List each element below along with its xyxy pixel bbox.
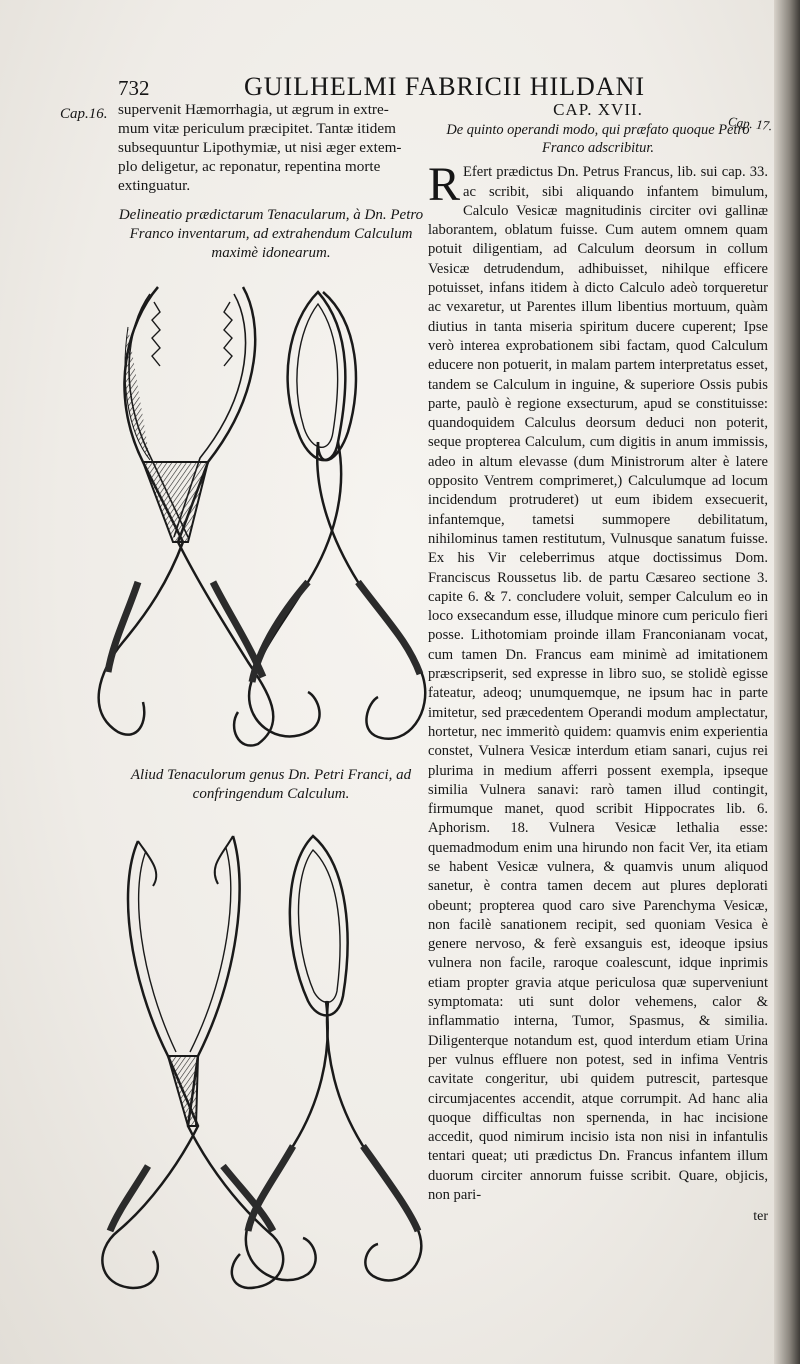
figure-caption-top: Delineatio prædictarum Tenacularum, à Dn. Petro Franco inventarum, ad extrahendum Calculum maximè idonearum. [118,207,424,261]
body-text: Efert prædictus Dn. Petrus Francus, lib. sui cap. 33. ac scribit, sibi aliquando infantem bimulum, Calculo Vesicæ magnitudinis circiter ovi gallinæ laborantem, oblatum fuisse. Cum autem omnem quam potuit diligentiam, ad Calculum deorsum in collum Vesicæ detrudendum, adhibuisset, nihilque efficere potuisset, infans itidem à dicto Calculo adeò torqueretur ac vexaretur, ut Parentes illum libentius mortuum, quàm diutius in tanta miseria spiritum ducere cuperent; Ipse verò interea exprobationem sibi factam, quod Calculum educere non potuerit, in malam partem interpretatus esset, tandem se Calculum in inguine, & superiore Ossis pubis parte, paulò è regione exsecturum, apud se constituisse: quandoquidem Calculus deorsum deduci non poterit, seque propterea Calculum, cum digitis in anum immissis, adeo in altum elevasse (dum Ministrorum alter è latere opposito Ventrem comprimeret,) Calculumque ad locum incidendum protruderet) ut eum ibidem exsecuerit, infantemque, tametsi summopere debilitatum, nihilominus tamen restitutum, Vulnusque sanatum fuisse. Ex his Vir celeberrimus atque doctissimus Dom. Franciscus Roussetus lib. de partu Cæsareo sectione 3. capite 6. & 7. concludere voluit, semper Calculum eo in loco exsecandum esse, illudque minore cum periculo fieri posse. Lithotomiam proinde illam Franconianam vocat, cum tamen Dn. Francus eam minimè ad imitationem præscripserit, sed expresse in libro suo, se stolidè egisse fateatur, adeoq; unumquemque, ne ipsum hac in parte imitetur, sed præcedentem Operandi modum amplectatur, hortetur, nec immeritò quidem: quamvis enim experientia constet, Vulnera Vesicæ interdum etiam sanari, cujus rei plurima in medium afferri possent exempla, ipseque similia Vulnera sanavi: rarò tamen illud contingit, firmumque manet, quod scribit Hippocrates lib. 6. Aphorism. 18. Vulnera Vesicæ lethalia esse: quemadmodum enim una hirundo non facit Ver, ita etiam se habent Vesicæ vulnera, & quamvis unum aliquod sanetur, è contra tamen decem aut plures deplorati obeunt; propterea quod caro sive Parenchyma Vesicæ, non facilè sanationem recipit, sed quoniam Vesica è genere nervoso, & ferè exsanguis est, ideoque ipsius vulnera non facile, raroque coalescunt, idque inprimis etiam propter gravia atque periculosa quæ superveniunt symptomata: uti sunt dolor vehemens, calor & inflammatio interna, Tumor, Spasmus, & similia. Diligenterque notandum est, quod interdum etiam Urina per vulnus effluere non potest, sed in infima Ventris cavitate congeritur, ubi quidem putrescit, partesque circumjacentes accendit, atque corrumpit. Ad hanc alia quoque difficultas non spernenda, in hac incisione accedit, quod nimirum incisio ista non nisi in infantulis tentari queat; uti prædictus Dn. Francus infantem illum duorum circiter annorum fuisse scribit. Quare, objicis, non pari- [428,164,768,1204]
forceps-pair-bottom-svg [88,826,428,1296]
forceps-illustration-bottom [88,826,428,1296]
text-line: subsequuntur Lipothymiæ, ut nisi æger extem- [118,139,402,156]
chapter-subtitle: De quinto operandi modo, qui præfato quoque Petro Franco adscribitur. [446,122,750,157]
chapter-body [428,158,768,1205]
margin-note-right: Cap. 17. [727,113,774,134]
catchword: ter [753,1209,768,1225]
book-gutter-shadow [774,0,800,1364]
forceps-illustration-top [88,282,428,762]
running-head: GUILHELMI FABRICII HILDANI [244,72,646,101]
spoon-forceps-icon [246,836,421,1280]
figure-caption-bottom: Aliud Tenaculorum genus Dn. Petri Franci, ad confringendum Calculum. [130,767,412,802]
drop-cap: R [428,158,461,212]
margin-note-left: Cap.16. [60,106,108,122]
loop-forceps-icon [249,292,425,739]
chapter-heading: CAP. XVII. [553,100,643,119]
text-line: plo deligetur, ac reponatur, repentina morte [118,158,381,175]
text-line: mum vitæ periculum præcipitet. Tantæ itidem [118,120,396,137]
forceps-pair-top-svg [88,282,428,762]
page-number: 732 [118,76,150,100]
left-column-text [118,100,424,195]
crushing-forceps-icon [102,836,283,1288]
right-column-text [428,100,768,1227]
text-line: supervenit Hæmorrhagia, ut ægrum in extre- [118,101,389,118]
serrated-forceps-icon [99,287,274,746]
text-line: extinguatur. [118,177,191,194]
